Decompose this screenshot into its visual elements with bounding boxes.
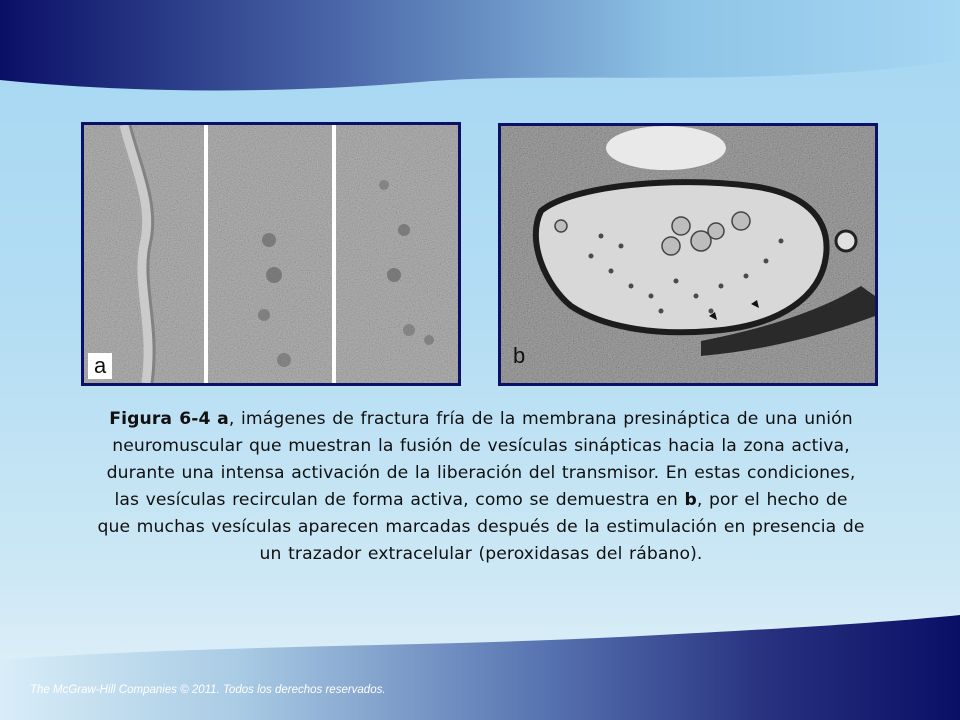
panel-b-label: b <box>513 343 526 368</box>
freeze-fracture-image <box>84 125 458 383</box>
copyright-footer: The McGraw-Hill Companies © 2011. Todos los derechos reservados. <box>30 684 386 696</box>
footer-wave-band <box>0 615 960 720</box>
figure-number: Figura 6-4 <box>109 409 211 429</box>
panel-a-label: a <box>88 353 112 379</box>
header-wave-band <box>0 0 960 95</box>
caption-text-1: , imágenes de fractura fría de la membrana presináptica de una unión neuromuscular que muestran la fusión de vesículas sinápticas hacia la zona activa, durante una intensa activación de la liberación del transmisor. En estas condiciones, las vesículas recirculan de forma activa, como se demuestra en <box>106 409 856 510</box>
micrograph-panel-a <box>81 122 461 386</box>
micrograph-panel-b <box>498 123 878 386</box>
caption-panel-ref-b: b <box>684 490 697 510</box>
caption-text-2: , por el hecho de que muchas vesículas aparecen marcadas después de la estimulación en presencia de un trazador extracelular (peroxidasas del rábano). <box>97 490 865 564</box>
electron-micrograph-image <box>501 126 875 383</box>
caption-panel-ref-a: a <box>217 409 229 429</box>
figure-caption <box>96 406 866 568</box>
